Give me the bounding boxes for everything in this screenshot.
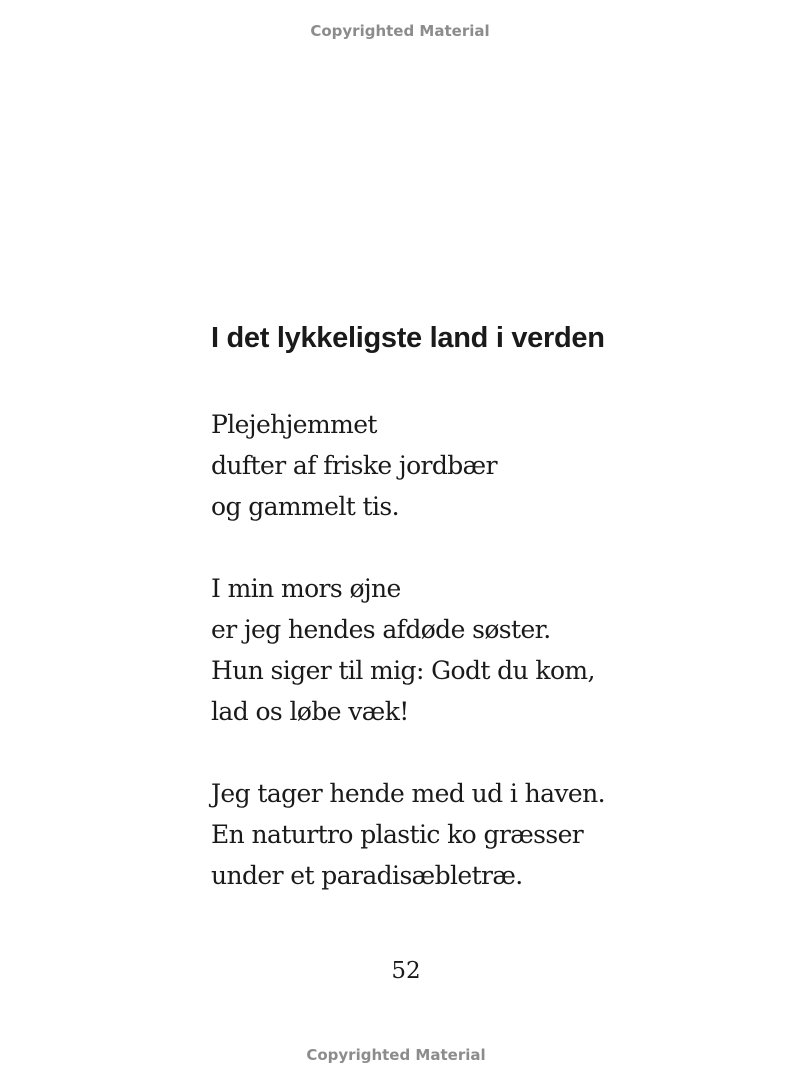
poem-line: og gammelt tis. [211, 492, 399, 521]
poem-line: er jeg hendes afdøde søster. [211, 615, 551, 644]
poem-line: dufter af friske jordbær [211, 451, 497, 480]
page-number: 52 [391, 958, 421, 984]
poem-title: I det lykkeligste land i verden [211, 322, 605, 354]
poem-line: Hun siger til mig: Godt du kom, [211, 656, 595, 685]
poem-line: Plejehjemmet [211, 410, 377, 439]
poem-stanza-3 [211, 773, 605, 896]
poem-line: Jeg tager hende med ud i haven. [211, 779, 605, 808]
poem-stanza-2 [211, 568, 595, 732]
poem-line: lad os løbe væk! [211, 697, 409, 726]
poem-line: En naturtro plastic ko græsser [211, 820, 584, 849]
poem-line: under et paradisæbletræ. [211, 861, 523, 890]
copyright-watermark-bottom: Copyrighted Material [306, 1046, 486, 1064]
copyright-watermark-top: Copyrighted Material [310, 22, 490, 40]
poem-stanza-1 [211, 404, 497, 527]
poem-line: I min mors øjne [211, 574, 401, 603]
